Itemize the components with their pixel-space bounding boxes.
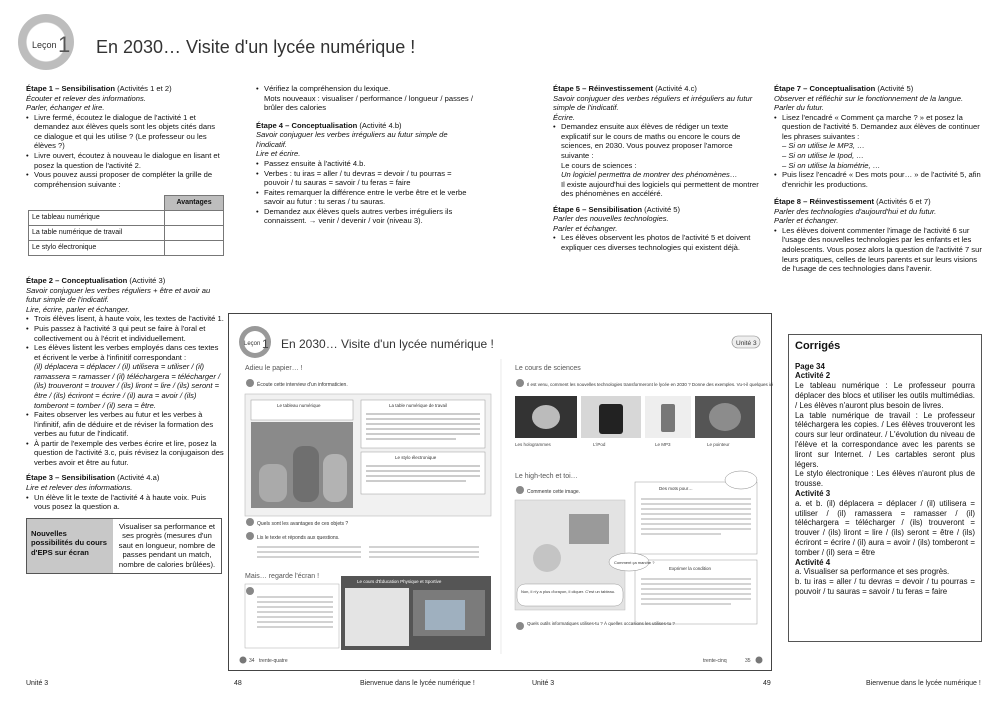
step-3-heading: Étape 3 – Sensibilisation (Activité 4.a): [26, 473, 160, 483]
step-8-heading: Étape 8 – Réinvestissement (Activités 6 et 7): [774, 197, 931, 207]
thumb-section-2: Le cours de sciences: [515, 365, 581, 372]
answer-activity-2: Activité 2: [795, 371, 831, 381]
grid-row-label: Le tableau numérique: [29, 211, 165, 226]
thumb-lesson-number: 1: [262, 337, 269, 351]
footer-right-unit: Unité 3: [532, 680, 555, 687]
thumb-caption-2: L'iPod: [593, 442, 606, 447]
step-6-heading: Étape 6 – Sensibilisation (Activité 5): [553, 204, 681, 214]
thumb-section-4: Mais… regarde l'écran !: [245, 573, 320, 580]
thumb-caption-3: Le MP3: [655, 442, 671, 447]
column-2: [256, 84, 474, 226]
thumb-page-right: trente-cinq: [703, 658, 727, 664]
lesson-number: 1: [58, 32, 71, 57]
thumb-title: En 2030… Visite d'un lycée numérique !: [281, 337, 494, 351]
thumb-section-1: Adieu le papier… !: [245, 365, 303, 372]
column-1: [26, 84, 224, 574]
step-4-skills: Lire et écrire.: [256, 149, 301, 159]
answer-item: a. Visualiser sa performance et ses progrès.: [795, 567, 950, 577]
footer-right-page: 49: [763, 680, 771, 687]
step-3-item: • Un élève lit le texte de l'activité 4 à haute voix. Puis vous posez la question a.: [26, 493, 224, 512]
step-1-item: • Livre ouvert, écoutez à nouveau le dialogue en lisant et posez la question de l'activité 2.: [26, 151, 224, 170]
page-title: En 2030… Visite d'un lycée numérique !: [96, 37, 416, 57]
step-7-objective: Observer et réfléchir sur le fonctionnement de la langue.: [774, 93, 964, 103]
thumb-activity-7: Quels outils informatiques utilises-tu ? À quelles occasions les utilises-tu ?: [527, 621, 675, 626]
step-7-item: • Lisez l'encadré « Comment ça marche ? » et posez la question de l'activité 5. Demandez aux élèves de continuer les phrases suivantes : – Si on utilise le MP3, … – Si on utilise le Ipod, … – Si on utilise la biométrie, …: [774, 113, 984, 170]
thumb-box-1: Le tableau numérique: [277, 403, 321, 408]
step-1-skills: Parler, échanger et lire.: [26, 103, 105, 113]
step-1-item: • Vous pouvez aussi proposer de compléter la grille de compréhension suivante :: [26, 170, 224, 189]
step-1-heading: Étape 1 – Sensibilisation (Activités 1 et 2): [26, 84, 172, 93]
answer-item: b. tu iras = aller / tu devras = devoir / tu pourras = pouvoir / tu sauras = savoir / tu feras = faire: [795, 577, 975, 596]
step-7-heading: Étape 7 – Conceptualisation (Activité 5): [774, 84, 914, 93]
footer-right-title: Bienvenue dans le lycée numérique !: [866, 680, 981, 687]
step-4-item: • Verbes : tu iras = aller / tu devras = devoir / tu pourras = pouvoir / tu sauras = savoir / tu feras = faire: [256, 169, 474, 188]
grid-row-label: Le stylo électronique: [29, 241, 165, 256]
step-2-item: • À partir de l'exemple des verbes écrire et lire, posez la question de l'activité 3.c, puis révisez la conjugaison des verbes avoir et être au futur.: [26, 439, 224, 468]
step-4-item: • Faites remarquer la différence entre le verbe être et le verbe savoir au futur : tu seras / tu sauras.: [256, 188, 474, 207]
step-5-item: • Demandez ensuite aux élèves de rédiger un texte explicatif sur le cours de maths ou encore le cours de sciences, en 2030. Vous pouvez proposer l'amorce suivante : Le cours de sciences : Un logiciel permettra de montrer des phénomènes… Il existe aujourd'hui des logiciels qui permettent de montrer des phénomènes en accéléré.: [553, 122, 759, 199]
thumb-activity-2: Quels sont les avantages de ces objets ?: [257, 521, 349, 527]
comprehension-grid: [28, 195, 224, 256]
step-8-item: • Les élèves doivent commenter l'image de l'activité 6 sur l'usage des nouvelles technologies par les enfants et les adolescents. Vous posez alors la question de l'activité 7 sur leurs pratiques, celles de leurs parents et sur leurs visions de l'usage de ces technologies dans l'avenir.: [774, 226, 984, 274]
answer-activity-4: Activité 4: [795, 557, 831, 567]
step-5-heading: Étape 5 – Réinvestissement (Activité 4.c): [553, 84, 697, 93]
step-2-item: • Trois élèves lisent, à haute voix, les textes de l'activité 1.: [26, 314, 224, 324]
answer-item: a. et b. (il) déplacera = déplacer / (il) utilisera = utiliser / (il) ramassera = ramasser / (il) téléchargera = télécharger / (ils) trouveront = trouver / (ils) liront = lire / (ils) seront = être / (ils) écriront = écrire / (il) aura = avoir / (ils) tomberont = tomber / (il) sera = être: [795, 498, 975, 557]
grid-header: Avantages: [165, 196, 224, 211]
vocab-item: • Vérifiez la compréhension du lexique. Mots nouveaux : visualiser / performance / longueur / passes / brûler des calories: [256, 84, 474, 113]
answer-item: Le tableau numérique : Le professeur pourra déplacer des blocs et utiliser les outils multimédias. / Les élèves n'auront plus besoin de livres.: [795, 381, 975, 410]
step-7-item: • Puis lisez l'encadré « Des mots pour… » de l'activité 5, afin d'enrichir les productions.: [774, 170, 984, 189]
step-4-item: • Demandez aux élèves quels autres verbes irréguliers ils connaissent. → venir / devenir / voir (niveau 3).: [256, 207, 474, 226]
grid-row-label: La table numérique de travail: [29, 226, 165, 241]
column-3: [553, 84, 759, 253]
step-3-objective: Lire et relever des informations.: [26, 483, 133, 492]
thumb-speech-bubble: Non, il n'y a plus d'crayon, il cliquer. C'est un tableau.: [521, 589, 616, 594]
thumb-unit: Unité 3: [736, 340, 757, 347]
answer-key-box: [788, 334, 982, 642]
step-6-skills: Parler et échanger.: [553, 223, 618, 233]
thumb-activity-6: Commente cette image.: [527, 489, 581, 495]
step-4-heading: Étape 4 – Conceptualisation (Activité 4.b): [256, 120, 402, 130]
step-6-item: • Les élèves observent les photos de l'activité 5 et doivent expliquer ces diverses technologies qui existent déjà.: [553, 233, 759, 252]
eps-box: [26, 518, 222, 574]
eps-box-text: Visualiser sa performance et ses progrès (mesures d'un saut en longueur, nombre de passes pendant un match, nombre de calories brûlées).: [118, 521, 216, 569]
answer-item: Le stylo électronique : Les élèves n'auront plus de trousse.: [795, 469, 975, 489]
thumb-page-left: trente-quatre: [259, 658, 288, 664]
thumb-box-2: La table numérique de travail: [389, 403, 448, 408]
step-2-item: • Les élèves listent les verbes employés dans ces textes et écrivent le verbe à l'infinitif correspondant : (il) déplacera = déplacer / (il) utilisera = utiliser / (il) ramassera = ramasser / (il) téléchargera = télécharger / (ils) trouveront = trouver / (ils) liront = lire / (ils) seront = être / (ils) écriront = écrire / (il) aura = avoir / (ils) tomberont = tomber / (il) sera = être.: [26, 343, 224, 410]
eps-box-label: Nouvelles possibilités du cours d'EPS sur écran: [27, 519, 113, 573]
step-8-objective: Parler des technologies d'aujourd'hui et du futur.: [774, 206, 937, 216]
student-book-thumbnail: [228, 313, 772, 671]
step-2-item: • Puis passez à l'activité 3 qui peut se faire à l'oral et collectivement ou à l'écrit et individuellement.: [26, 324, 224, 343]
step-5-objective: Savoir conjuguer des verbes réguliers et irréguliers au futur simple de l'indicatif.: [553, 93, 753, 113]
answer-activity-3: Activité 3: [795, 488, 831, 498]
answer-item: La table numérique de travail : Le professeur téléchargera les copies. / Les élèves trouveront les cours sur leur ordinateur. / L'évolution du niveau de l'élève et la correspondance avec les parents se liront sur Internet. / Les cartables seront plus légers.: [795, 410, 975, 469]
thumb-condition-box: Exprimer la condition: [669, 566, 712, 571]
answer-page: Page 34: [795, 361, 825, 371]
thumb-activity-5: Il est venu, comment les nouvelles technologies transformeront le lycée en 2030 ? Donne des exemples. Vu-t-il quelques idées.: [527, 382, 773, 387]
thumb-activity-3: Lis le texte et réponds aux questions.: [257, 535, 340, 541]
column-4: [774, 84, 984, 274]
footer-left-title: Bienvenue dans le lycée numérique !: [360, 680, 475, 687]
footer-left-page: 48: [234, 680, 242, 687]
step-4-item: • Passez ensuite à l'activité 4.b.: [256, 159, 474, 169]
thumb-lesson-label: Leçon: [244, 341, 261, 347]
thumb-caption-1: Les hologrammes: [515, 442, 551, 447]
thumb-box-3: Le stylo électronique: [395, 455, 437, 460]
step-2-heading: Étape 2 – Conceptualisation (Activité 3): [26, 276, 166, 286]
step-6-objective: Parler des nouvelles technologies.: [553, 214, 669, 224]
step-1-item: • Livre fermé, écoutez le dialogue de l'activité 1 et demandez aux élèves quels sont les objets cités dans ce dialogue et qui les utilise ? (Le professeur ou les élèves ?): [26, 113, 224, 151]
step-2-objective: Savoir conjuguer les verbes réguliers + être et avoir au futur simple de l'indicatif.: [26, 285, 211, 305]
thumb-mots-box: Des mots pour…: [659, 486, 693, 491]
thumb-page-left-num: 34: [249, 658, 255, 664]
step-1-objective: Écouter et relever des informations.: [26, 93, 146, 103]
thumb-eps-title: Le cours d'Éducation Physique et Sportive: [357, 579, 442, 584]
footer-left-unit: Unité 3: [26, 680, 49, 687]
thumb-page-right-num: 35: [745, 658, 751, 664]
thumb-caption-4: Le pointeur: [707, 442, 730, 447]
lesson-label: Leçon: [32, 40, 57, 50]
thumb-section-3: Le high-tech et toi…: [515, 473, 578, 480]
thumb-activity-1: Écoute cette interview d'un informaticien.: [257, 382, 348, 388]
step-7-skills: Parler du futur.: [774, 103, 824, 113]
step-5-skills: Écrire.: [553, 112, 575, 122]
step-2-item: • Faites observer les verbes au futur et les verbes à l'infinitif, afin de déduire et de réviser la formation des verbes au futur de l'indicatif.: [26, 410, 224, 439]
answer-key-title: Corrigés: [795, 340, 841, 352]
step-2-skills: Lire, écrire, parler et échanger.: [26, 304, 130, 314]
thumb-comment-bubble: Comment ça marche ?: [614, 560, 655, 565]
step-8-skills: Parler et échanger.: [774, 216, 839, 226]
step-4-objective: Savoir conjuguer les verbes irréguliers au futur simple de l'indicatif.: [256, 130, 448, 149]
